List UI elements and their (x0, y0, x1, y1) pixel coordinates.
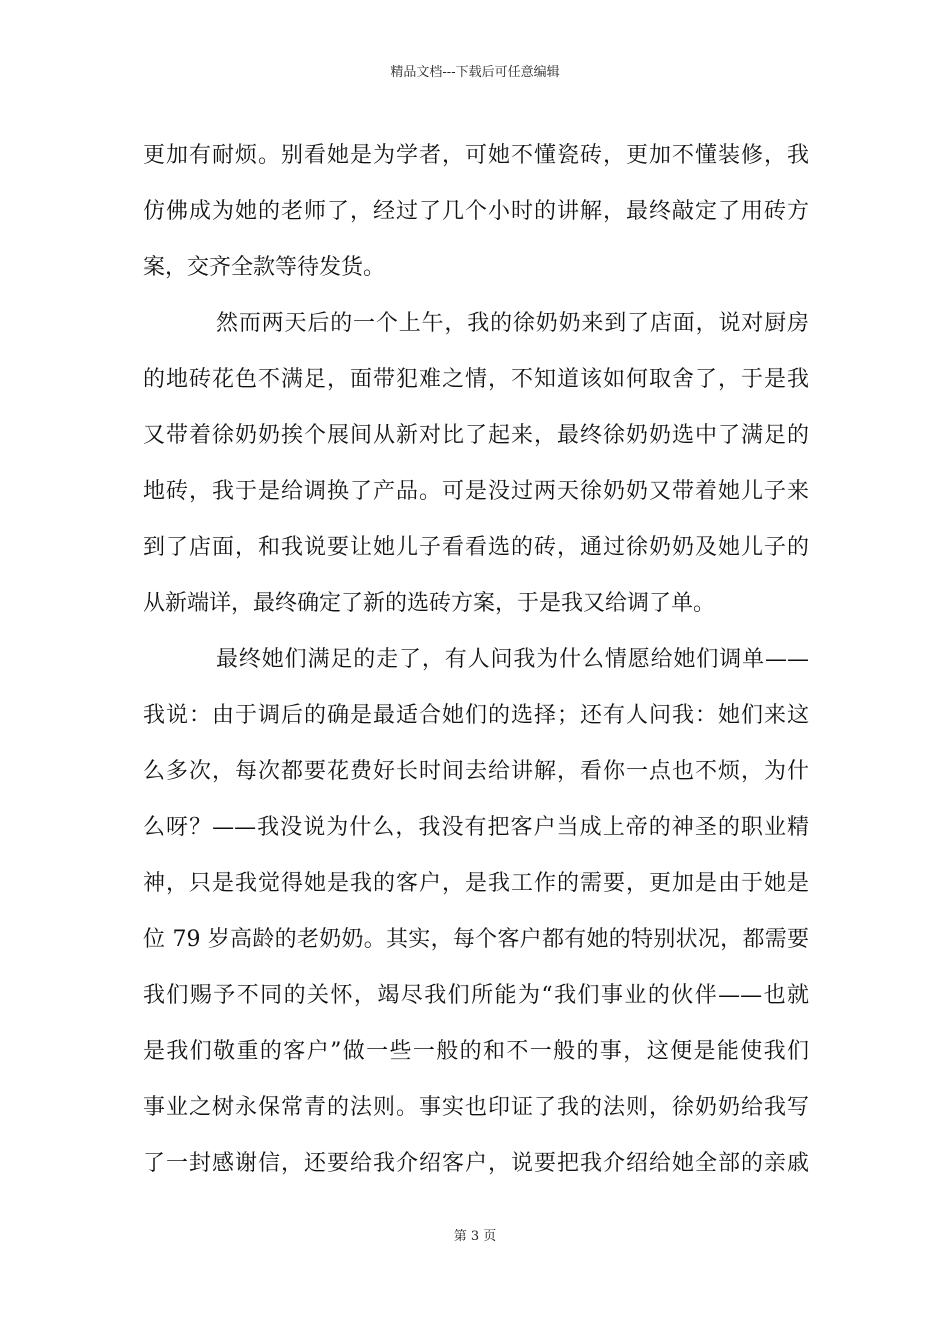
text-line: 位 79 岁高龄的老奶奶。其实，每个客户都有她的特别状况，都需要 (143, 927, 809, 952)
text-line: 地砖，我于是给调换了产品。可是没过两天徐奶奶又带着她儿子来 (143, 479, 809, 504)
paragraph-first-line: 最终她们满足的走了，有人问我为什么情愿给她们调单—— (216, 647, 809, 672)
text-line: 是我们敬重的客户”做一些一般的和不一般的事，这便是能使我们 (143, 1039, 809, 1064)
text-line: 么多次，每次都要花费好长时间去给讲解，看你一点也不烦，为什 (143, 759, 809, 784)
page-header: 精品文档---下载后可任意编辑 (390, 65, 560, 80)
text-line: 更加有耐烦。别看她是为学者，可她不懂瓷砖，更加不懂装修，我 (143, 143, 809, 168)
paragraph-first-line: 然而两天后的一个上午，我的徐奶奶来到了店面，说对厨房 (216, 311, 809, 336)
text-line: 了一封感谢信，还要给我介绍客户，说要把我介绍给她全部的亲戚 (143, 1151, 809, 1176)
text-line: 的地砖花色不满足，面带犯难之情，不知道该如何取舍了，于是我 (143, 367, 809, 392)
page-number: 第 3 页 (453, 1229, 497, 1244)
text-line: 到了店面，和我说要让她儿子看看选的砖，通过徐奶奶及她儿子的 (143, 535, 809, 560)
text-line: 我说：由于调后的确是最适合她们的选择；还有人问我：她们来这 (143, 703, 809, 728)
text-line: 仿佛成为她的老师了，经过了几个小时的讲解，最终敲定了用砖方 (143, 199, 809, 224)
text-line: 神，只是我觉得她是我的客户，是我工作的需要，更加是由于她是 (143, 871, 809, 896)
text-line: 又带着徐奶奶挨个展间从新对比了起来，最终徐奶奶选中了满足的 (143, 423, 809, 448)
text-line: 从新端详，最终确定了新的选砖方案，于是我又给调了单。 (143, 591, 716, 616)
text-line: 我们赐予不同的关怀，竭尽我们所能为“我们事业的伙伴——也就 (143, 983, 809, 1008)
document-body (143, 128, 809, 1192)
text-line: 案，交齐全款等待发货。 (143, 255, 386, 280)
text-line: 事业之树永保常青的法则。事实也印证了我的法则，徐奶奶给我写 (143, 1095, 809, 1120)
text-line: 么呀？——我没说为什么，我没有把客户当成上帝的神圣的职业精 (143, 815, 809, 840)
